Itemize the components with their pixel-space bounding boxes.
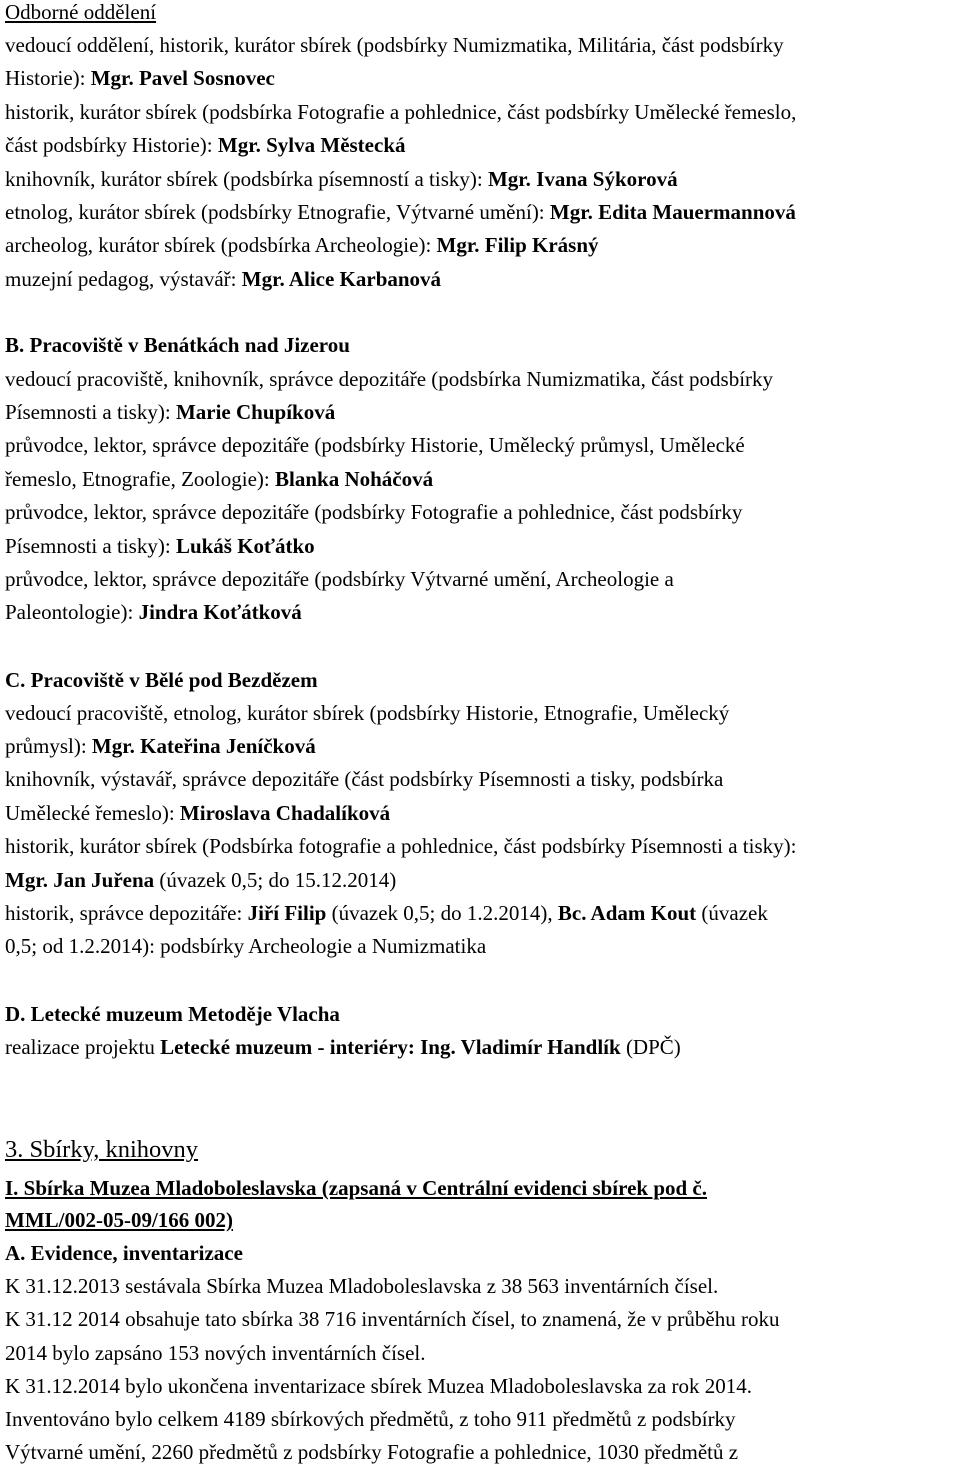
section-title-letecke: D. Letecké muzeum Metoděje Vlacha (5, 1002, 340, 1026)
text-line (5, 600, 302, 624)
role-text: etnolog, kurátor sbírek (podsbírky Etnografie, Výtvarné umění): (5, 200, 550, 224)
text-line (5, 734, 316, 758)
role-text: Paleontologie): (5, 600, 139, 624)
person-name: Lukáš Koťátko (175, 534, 315, 558)
section-title-bela: C. Pracoviště v Bělé pod Bezdězem (5, 668, 318, 692)
role-text: (úvazek (696, 901, 768, 925)
role-text: část podsbírky Historie): (5, 133, 218, 157)
person-name: Jindra Koťátková (138, 600, 302, 624)
text-line: vedoucí pracoviště, etnolog, kurátor sbírek (podsbírky Historie, Etnografie, Umělecký (5, 701, 730, 725)
role-text: muzejní pedagog, výstavář: (5, 267, 242, 291)
person-name: Bc. Adam Kout (557, 901, 697, 925)
role-text: Písemnosti a tisky): (5, 400, 176, 424)
text-line (5, 233, 599, 257)
text-line: K 31.12 2014 obsahuje tato sbírka 38 716 inventárních čísel, to znamená, že v průběhu roku (5, 1307, 780, 1331)
text-line (5, 901, 768, 925)
person-name: Mgr. Filip Krásný (436, 233, 599, 257)
section-title-odborne: Odborné oddělení (5, 0, 157, 24)
role-text: realizace projektu (5, 1035, 161, 1059)
text-line: průvodce, lektor, správce depozitáře (podsbírky Historie, Umělecký průmysl, Umělecké (5, 433, 745, 457)
role-text: (úvazek 0,5; do 1.2.2014), (326, 901, 558, 925)
chapter-heading: 3. Sbírky, knihovny (5, 1136, 199, 1163)
text-line: vedoucí oddělení, historik, kurátor sbírek (podsbírky Numizmatika, Militária, část podsbírky (5, 33, 784, 57)
person-name: Mgr. Pavel Sosnovec (90, 66, 275, 90)
role-text: (DPČ) (620, 1035, 681, 1059)
text-line (5, 200, 796, 224)
role-text: (úvazek 0,5; do 15.12.2014) (154, 868, 397, 892)
text-line: průvodce, lektor, správce depozitáře (podsbírky Výtvarné umění, Archeologie a (5, 567, 674, 591)
text-line: vedoucí pracoviště, knihovník, správce depozitáře (podsbírka Numizmatika, část podsbírky (5, 367, 774, 391)
person-name: Mgr. Ivana Sýkorová (487, 167, 678, 191)
person-name: Jiří Filip (247, 901, 327, 925)
person-name: Mgr. Edita Mauermannová (549, 200, 796, 224)
text-line (5, 1035, 681, 1059)
person-name: Letecké muzeum - interiéry: Ing. Vladimír Handlík (160, 1035, 621, 1059)
text-line: K 31.12.2013 sestávala Sbírka Muzea Mladoboleslavska z 38 563 inventárních čísel. (5, 1274, 719, 1298)
text-line (5, 801, 390, 825)
text-line: historik, kurátor sbírek (Podsbírka fotografie a pohlednice, část podsbírky Písemnosti a tisky): (5, 834, 797, 858)
text-line: historik, kurátor sbírek (podsbírka Fotografie a pohlednice, část podsbírky Umělecké řemeslo, (5, 100, 797, 124)
subheading: MML/002-05-09/166 002) (5, 1208, 234, 1232)
person-name: Mgr. Kateřina Jeníčková (91, 734, 316, 758)
text-line: Inventováno bylo celkem 4189 sbírkových předmětů, z toho 911 předmětů z podsbírky (5, 1407, 736, 1431)
role-text: Umělecké řemeslo): (5, 801, 180, 825)
text-line: Výtvarné umění, 2260 předmětů z podsbírky Fotografie a pohlednice, 1030 předmětů z (5, 1440, 739, 1464)
section-title-benatky: B. Pracoviště v Benátkách nad Jizerou (5, 333, 350, 357)
role-text: průmysl): (5, 734, 92, 758)
text-line: knihovník, výstavář, správce depozitáře (část podsbírky Písemnosti a tisky, podsbírka (5, 767, 724, 791)
person-name: Mgr. Alice Karbanová (241, 267, 442, 291)
person-name: Miroslava Chadalíková (179, 801, 391, 825)
person-name: Marie Chupíková (175, 400, 336, 424)
person-name: Mgr. Sylva Městecká (217, 133, 406, 157)
text-line (5, 400, 335, 424)
subheading: I. Sbírka Muzea Mladoboleslavska (zapsaná v Centrální evidenci sbírek pod č. (5, 1176, 708, 1200)
text-line: průvodce, lektor, správce depozitáře (podsbírky Fotografie a pohlednice, část podsbírky (5, 500, 743, 524)
text-line (5, 868, 396, 892)
text-line (5, 467, 433, 491)
role-text: Písemnosti a tisky): (5, 534, 176, 558)
text-line: K 31.12.2014 bylo ukončena inventarizace sbírek Muzea Mladoboleslavska za rok 2014. (5, 1374, 753, 1398)
text-line (5, 66, 275, 90)
role-text: knihovník, kurátor sbírek (podsbírka písemností a tisky): (5, 167, 488, 191)
subheading-evidence: A. Evidence, inventarizace (5, 1241, 243, 1265)
role-text: Historie): (5, 66, 91, 90)
text-line (5, 167, 678, 191)
text-line (5, 534, 315, 558)
text-line: 2014 bylo zapsáno 153 nových inventárních čísel. (5, 1341, 426, 1365)
text-line (5, 267, 441, 291)
role-text: archeolog, kurátor sbírek (podsbírka Archeologie): (5, 233, 437, 257)
text-line: 0,5; od 1.2.2014): podsbírky Archeologie a Numizmatika (5, 934, 487, 958)
person-name: Blanka Noháčová (275, 467, 434, 491)
role-text: řemeslo, Etnografie, Zoologie): (5, 467, 275, 491)
person-name: Mgr. Jan Juřena (5, 868, 155, 892)
text-line (5, 133, 406, 157)
role-text: historik, správce depozitáře: (5, 901, 248, 925)
